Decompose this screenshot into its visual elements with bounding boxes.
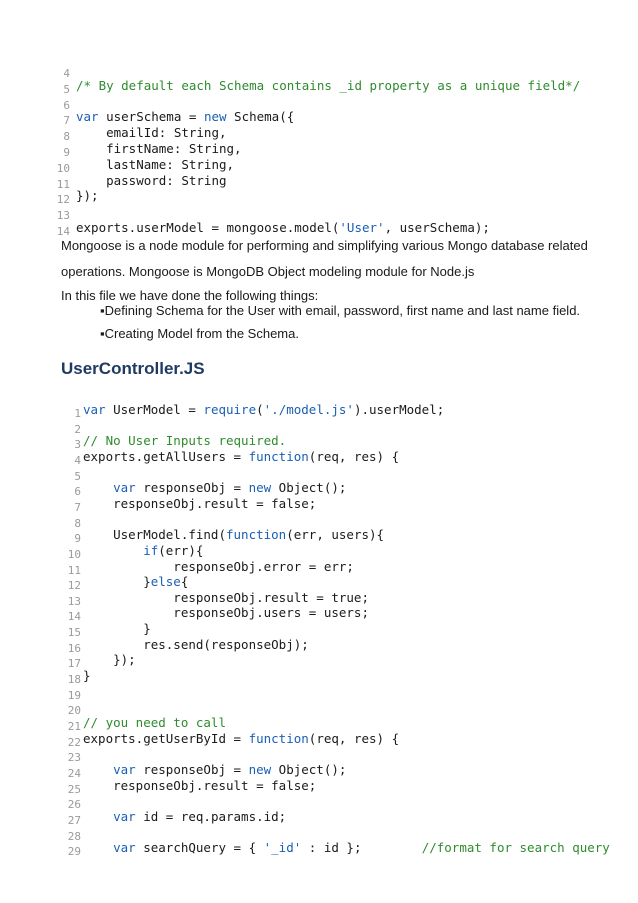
code-line (83, 809, 286, 825)
line-number: 5 (63, 82, 70, 96)
code-token: var (113, 761, 136, 777)
line-number: 27 (67, 813, 81, 827)
code-token: var (76, 109, 99, 125)
line-number: 7 (63, 114, 70, 128)
code-line (83, 637, 309, 653)
code-line (76, 109, 294, 125)
code-token: UserModel = (105, 402, 204, 417)
code-token: }); (76, 188, 99, 204)
code-token: { (180, 574, 189, 590)
code-token: else (150, 574, 181, 590)
line-number: 24 (67, 766, 81, 780)
code-token: emailId: String, (76, 125, 227, 141)
code-token: responseObj = (135, 761, 249, 777)
line-number: 26 (67, 798, 81, 812)
code-line (83, 449, 399, 465)
code-token: exports.userModel = mongoose.model( (76, 220, 340, 235)
section-heading: UserController.JS (61, 359, 205, 378)
line-number: 4 (63, 67, 70, 80)
bullet-item: ▪Defining Schema for the User with email, password, first name and last name field. (100, 303, 581, 318)
line-number: 2 (74, 422, 81, 436)
code-line (83, 668, 91, 684)
code-line (83, 731, 399, 747)
code-line (83, 574, 188, 590)
line-number: 4 (74, 453, 81, 467)
code-token (83, 840, 113, 855)
code-line (76, 220, 490, 236)
code-line (83, 543, 203, 559)
line-number: 22 (67, 735, 81, 749)
code-token: function (226, 527, 287, 543)
code-line (83, 621, 151, 637)
code-token: , userSchema); (384, 220, 490, 235)
code-token: : id }; (301, 840, 422, 856)
line-number: 9 (74, 532, 81, 546)
line-number: 16 (67, 641, 81, 655)
line-number: 5 (74, 469, 81, 483)
paragraph-line: Mongoose is a node module for performing and simplifying various Mongo database related (61, 238, 588, 253)
code-token: lastName: String, (76, 156, 235, 172)
code-line (83, 778, 316, 794)
line-number: 28 (67, 829, 81, 843)
code-token: new (248, 480, 272, 496)
line-number: 11 (56, 177, 70, 191)
code-line (83, 605, 369, 621)
code-token: responseObj = (135, 480, 249, 496)
code-token: firstName: String, (76, 141, 242, 156)
code-token: UserModel.find( (83, 527, 226, 543)
code-token: } (83, 574, 151, 590)
line-number: 23 (67, 751, 81, 765)
paragraph-line: operations. Mongoose is MongoDB Object modeling module for Node.js (61, 264, 475, 279)
line-number: 17 (67, 657, 81, 671)
line-number: 21 (67, 720, 81, 733)
code-token: (req, res) { (308, 448, 400, 464)
line-number: 13 (56, 209, 70, 223)
code-token (83, 480, 113, 495)
code-line (76, 157, 234, 173)
bullet-item: ▪Creating Model from the Schema. (100, 326, 299, 341)
paragraph-intro: In this file we have done the following things: (61, 288, 319, 303)
line-number: 6 (63, 98, 70, 112)
line-number: 11 (67, 563, 81, 577)
code-token: Object(); (271, 761, 347, 777)
line-number: 1 (74, 407, 81, 420)
code-token: var (113, 840, 136, 856)
code-token (83, 809, 113, 824)
code-token: userSchema = (98, 109, 204, 125)
code-token: 'User' (339, 220, 385, 235)
code-line (83, 715, 226, 731)
code-token: exports.getAllUsers = (83, 448, 249, 464)
code-token: ( (256, 402, 264, 417)
code-line (76, 188, 99, 204)
code-line (83, 590, 369, 606)
line-number: 12 (56, 193, 70, 207)
code-token: ).userModel; (353, 402, 445, 417)
code-line (76, 141, 242, 157)
code-token: require (203, 402, 257, 417)
code-line (76, 173, 227, 189)
line-number: 13 (67, 594, 81, 608)
line-number: 3 (74, 438, 81, 452)
line-number: 18 (67, 673, 81, 687)
line-number: 25 (67, 782, 81, 796)
code-token: new (248, 761, 272, 777)
code-line (83, 559, 354, 575)
code-token: id = req.params.id; (135, 808, 287, 824)
code-token: /* By default each Schema contains _id property as a unique field*/ (76, 77, 581, 93)
code-token: (err){ (158, 542, 204, 558)
code-token: responseObj.result = true; (83, 589, 369, 605)
code-token: if (143, 542, 159, 558)
code-token: (req, res) { (308, 730, 400, 746)
line-number: 8 (74, 516, 81, 530)
code-token: '_id' (263, 840, 302, 856)
code-token: new (203, 109, 227, 125)
code-line (83, 402, 444, 418)
code-token: var (113, 808, 136, 824)
code-token: function (248, 448, 309, 464)
code-line (83, 433, 286, 449)
code-token: './model.js' (263, 402, 354, 417)
code-token: searchQuery = { (135, 840, 264, 856)
code-token: function (248, 730, 309, 746)
line-number: 10 (56, 161, 70, 175)
line-number: 8 (63, 130, 70, 144)
code-token: } (83, 621, 151, 637)
line-number: 20 (67, 704, 81, 718)
code-token: }); (83, 652, 136, 668)
line-number: 6 (74, 485, 81, 499)
code-token: // No User Inputs required. (83, 433, 287, 449)
code-token: } (83, 668, 91, 684)
code-token: res.send(responseObj); (83, 636, 309, 652)
line-number: 14 (56, 225, 70, 238)
line-number: 7 (74, 500, 81, 514)
code-token: responseObj.result = false; (83, 495, 317, 511)
code-line (83, 496, 316, 512)
code-line (83, 840, 610, 856)
code-token: Schema({ (226, 109, 295, 125)
code-token: exports.getUserById = (83, 730, 249, 746)
code-token: var (83, 402, 106, 417)
line-number: 15 (67, 626, 81, 640)
line-number: 12 (67, 579, 81, 593)
code-token: Object(); (271, 480, 347, 496)
code-line (83, 652, 136, 668)
line-number: 9 (63, 146, 70, 159)
code-line (83, 480, 346, 496)
code-token: responseObj.users = users; (83, 605, 369, 621)
code-line (83, 762, 346, 778)
code-token: (err, users){ (286, 527, 385, 543)
code-token (83, 762, 113, 777)
code-token: responseObj.error = err; (83, 558, 354, 574)
line-number: 29 (67, 845, 81, 859)
code-token (83, 543, 143, 558)
line-number: 14 (67, 610, 81, 624)
code-token: responseObj.result = false; (83, 777, 317, 793)
code-line (76, 78, 580, 94)
line-number: 19 (67, 688, 81, 702)
code-token: password: String (76, 172, 227, 188)
code-token: //format for search query (421, 840, 610, 856)
code-token: var (113, 480, 136, 496)
line-number: 10 (67, 547, 81, 561)
code-token: // you need to call (83, 715, 226, 730)
code-line (76, 125, 227, 141)
code-line (83, 527, 384, 543)
